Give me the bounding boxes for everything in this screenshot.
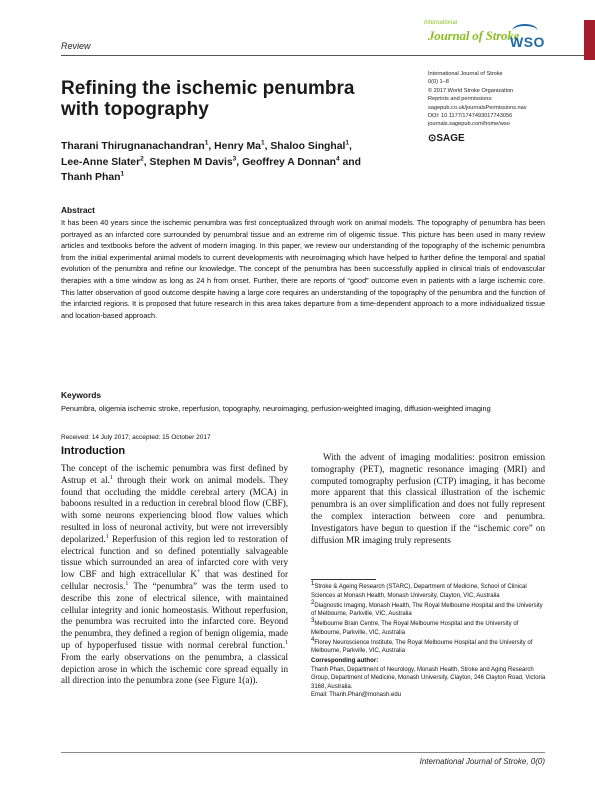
- author[interactable]: Thanh Phan$^1$: [61, 170, 125, 183]
- sage-logo: [428, 133, 465, 144]
- affiliation: $^2$Diagnostic Imaging, Monash Health, The Royal Melbourne Hospital and the University of Melbourne, Parkville, VIC, Australia: [311, 599, 543, 617]
- journal-logo: Journal of Stroke: [428, 28, 520, 43]
- body-paragraph: With the advent of imaging modalities: positron emission tomography (PET), magnetic resonance imaging (MRI) and computed tomography perfusion (CTP) imaging, it has become more apparent that this classical illustration of the ischemic penumbra is an over simplification and does not fully represent the complex interaction between core and penumbra. Investigators have begun to question if the “ischemic core” on diffusion MR imaging truly represents: [311, 452, 545, 545]
- body-column-left: [61, 463, 288, 687]
- meta-volume: 0(0) 1–8: [428, 79, 449, 86]
- affiliation: $^1$Stroke & Ageing Research (STARC), Department of Medicine, School of Clinical Sciences at Monash Health, Monash University, Clayton, VIC, Australia: [311, 581, 527, 599]
- section-heading-introduction: Introduction: [61, 445, 126, 457]
- author[interactable]: Shaloo Singhal$^1$: [270, 139, 350, 152]
- footnote-divider: [311, 579, 376, 580]
- footer-divider: [61, 752, 545, 753]
- meta-journal: International Journal of Stroke: [428, 71, 503, 77]
- citation[interactable]: 1: [125, 580, 129, 587]
- section-label: Review: [61, 41, 91, 51]
- author[interactable]: Lee-Anne Slater$^2$: [61, 155, 144, 168]
- corresponding-author-address: Thanh Phan, Department of Neurology, Monash Health, Stroke and Aging Research Group, Department of Medicine, Monash University, Clayton, 246 Clayton Road, Victoria 3168, Australia.: [311, 666, 546, 690]
- corresponding-author-heading: Corresponding author:: [311, 657, 379, 664]
- article-title: Refining the ischemic penumbra with topography: [61, 78, 355, 120]
- author[interactable]: Tharani Thirugnanachandran$^1$: [61, 139, 209, 152]
- keywords-heading: Keywords: [61, 390, 102, 400]
- meta-copyright: © 2017 World Stroke Organization: [428, 87, 514, 94]
- author[interactable]: Henry Ma$^1$: [214, 139, 265, 152]
- wso-logo: WSO: [510, 34, 545, 50]
- citation[interactable]: 1: [109, 474, 113, 481]
- citation[interactable]: 1: [105, 533, 109, 540]
- publication-meta: [428, 70, 588, 129]
- author[interactable]: Stephen M Davis$^3$: [149, 155, 237, 168]
- body-column-right: [311, 452, 545, 546]
- journal-logo-small: International: [424, 20, 458, 26]
- journal-brand: [424, 20, 584, 56]
- keywords-list: Penumbra, oligemia ischemic stroke, reperfusion, topography, neuroimaging, perfusion-weighted imaging, diffusion-weighted imaging: [61, 404, 491, 413]
- citation[interactable]: 1: [285, 639, 288, 646]
- affiliation: $^3$Melbourne Brain Centre, The Royal Melbourne Hospital and the University of Melbourne, Parkville, VIC, Australia: [311, 618, 519, 636]
- abstract-heading: Abstract: [61, 205, 95, 215]
- received-dates: Received: 14 July 2017; accepted: 15 October 2017: [61, 434, 211, 441]
- sage-logo-text: SAGE: [436, 133, 465, 144]
- meta-journal-link[interactable]: journals.sagepub.com/home/wso: [428, 121, 510, 128]
- abstract-body: It has been 40 years since the ischemic penumbra was first conceptualized through work on animal models. The topography of penumbra has been portrayed as an infarcted core surrounded by penumbral tissue and an extreme rim of oligemic tissue. This picture has been used in many review articles and textbooks before the advent of modern imaging. In this paper, we review our understanding of the topography of the ischemic penumbra from the initial experimental animal models to current developments with neuroimaging which have helped to further define the temporal and spatial evolution of the penumbra and refine our knowledge. The concept of the penumbra has been successfully applied in clinical trials of endovascular therapies with a time window as long as 24 h from onset. Further, there are reports of “good” outcome even in patients with a large ischemic core. This latter observation of good outcome despite having a large core requires an understanding of the topography of the penumbra and the function of the infarcted regions. It is proposed that future research in this area takes departure from a time-dependent approach to a more individualized tissue and location-based approach.: [61, 218, 545, 320]
- author[interactable]: Geoffrey A Donnan$^4$: [242, 155, 340, 168]
- journal-color-tab: [584, 20, 595, 60]
- affiliation: $^4$Florey Neuroscience Institute, The Royal Melbourne Hospital and the University of Melbourne, Parkville, VIC, Australia: [311, 636, 533, 654]
- running-footer: International Journal of Stroke, 0(0): [419, 757, 545, 766]
- author-list: Tharani Thirugnanachandran$^1$, Henry Ma$^1$, Shaloo Singhal$^1$, Lee-Anne Slater$^2$, Stephen M Davis$^3$, Geoffrey A Donnan$^4$ and Thanh Phan$^1$: [61, 139, 361, 183]
- meta-reprints: Reprints and permissions:: [428, 96, 493, 103]
- body-paragraph: The concept of the ischemic penumbra was first defined by Astrup et al.$^1$ through their work on animal models. They found that occluding the middle cerebral artery (MCA) in baboons resulted in a reduction in cerebral blood flow (CBF), with some neurons experiencing blood flow values which resulted in loss of neuronal activity, but were not irreversibly depolarized.$^1$ Reperfusion of this region led to restoration of electrical function and so defined potentially salvageable tissue which surrounded an area of infarcted core with very low CBF and high extracellular K+ that was destined for cellular necrosis.$^1$ The “penumbra” was the term used to describe this zone of electrical silence, with maintained cellular integrity and ionic homeostasis. Without reperfusion, the penumbra was recruited into the infarcted core. Beyond the penumbra, they defined a region of benign oligemia, made up of hypoperfused tissue with normal cerebral function.$^1$ From the early observations on the penumbra, a classical depiction arose in which the ischemic core spread equally in all direction into the penumbra zone (see Figure 1(a)).: [61, 463, 289, 686]
- corresponding-author-email[interactable]: Email: Thanh.Phan@monash.edu: [311, 692, 402, 698]
- meta-permissions-link[interactable]: sagepub.co.uk/journalsPermissions.nav: [428, 104, 527, 111]
- sage-logo-icon: ⊙: [428, 133, 437, 144]
- meta-doi[interactable]: DOI: 10.1177/1747493017743056: [428, 113, 513, 120]
- affiliations: [311, 583, 547, 700]
